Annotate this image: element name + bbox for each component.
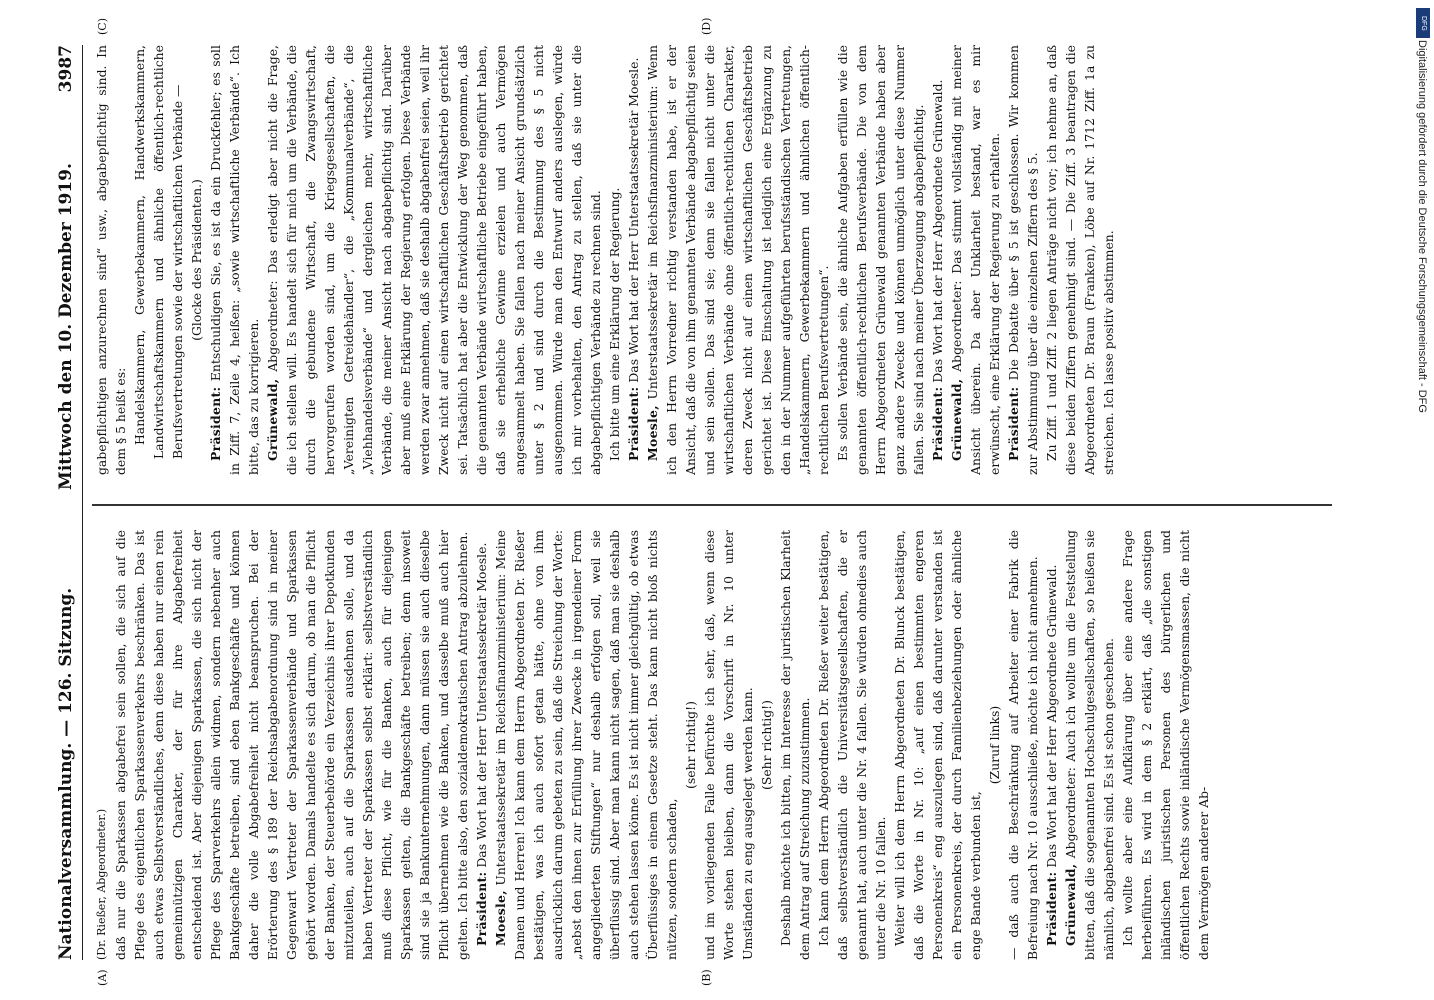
speaker-name: Präsident: (626, 386, 641, 461)
paragraph: Ich wollte aber eine Aufklärung über eine andere Frage herbeiführen. Es wird in dem § 2 erklärt, daß „die sonstigen inländischen juristischen Personen des bürgerlichen und öffentlichen Rechts sowie inländische Vermögensmassen, die nicht dem Vermögen anderer Ab- (1120, 530, 1211, 960)
digitization-note: Digitalisierung gefördert durch die Deutsche Forschungsgemeinschaft - DFG (1416, 40, 1428, 413)
speaker-name: Präsident: (1044, 871, 1059, 946)
paragraph: Grünewald, Abgeordneter: Auch ich wollte um die Feststellung bitten, daß die sogenannten Hochschulgesellschaften, so heißen sie nämlich, abgabenfrei sind. Es ist schon geschehen. (1063, 530, 1116, 960)
paragraph: Ich bitte um eine Erklärung der Regierung. (607, 187, 622, 461)
speaker-name: Präsident: (208, 386, 223, 461)
header-left: Nationalversammlung. — 126. Sitzung. (56, 587, 76, 960)
interjection: (Sehr richtig!) (759, 700, 774, 790)
paragraph: Präsident: Das Wort hat der Herr Unterstaatssekretär Moesle. (626, 57, 641, 461)
speaker-name: Moesle, (645, 405, 660, 461)
speaker-name: Grünewald, (265, 378, 280, 461)
speaker-name: Präsident: (930, 386, 945, 461)
text-column-right (92, 45, 1342, 475)
speaker-name: Grünewald, (1063, 863, 1078, 946)
page-number: 3987 (56, 45, 76, 93)
paragraph: Präsident: Das Wort hat der Herr Abgeordnete Grünewald. (930, 79, 945, 461)
paragraph: Deshalb möchte ich bitten, im Interesse der juristischen Klarheit dem Antrag auf Streichung zuzustimmen. (778, 530, 812, 960)
header-date: Mittwoch den 10. Dezember 1919. (56, 163, 76, 490)
paragraph: Grünewald, Abgeordneter: Das stimmt vollständig mit meiner Ansicht überein. Da aber Unklarheit bestand, war es mir erwünscht, eine Erklärung der Regierung zu erhalten. (949, 45, 1002, 475)
speaker-name: Grünewald, (949, 378, 964, 461)
paragraph: — daß auch die Beschränkung auf Arbeiter einer Fabrik die Befreiung nach Nr. 10 ausschließe, möchte ich nicht annehmen. (1006, 530, 1040, 960)
column-divider (92, 505, 1332, 507)
paragraph: Grünewald, Abgeordneter: Das erledigt aber nicht die Frage, die ich stellen will. Es handelt sich für mich um die Verbände, die durch die gebundene Wirtschaft, die Zwangswirtschaft, hervorgerufen worden sind, um die Kriegsgesellschaften, die „Vereinigten Getreidehändler“, die „Kommunalverbände“, die „Viehhandelsverbände“ und dergleichen mehr, wirtschaftliche Verbände, die meiner Ansicht nach abgabepflichtig sind. Darüber aber muß eine Erklärung der Regierung erfolgen. Diese Verbände werden zwar annehmen, daß sie deshalb abgabenfrei seien, weil ihr Zweck nicht auf einen wirtschaftlichen Geschäftsbetrieb gerichtet sei. Tatsächlich hat aber die Entwicklung der Weg genommen, daß die genannten Verbände wirtschaftliche Betriebe eingeführt haben, daß sie erhebliche Gewinne erzielen und auch Vermögen angesammelt haben. Sie fallen nach meiner Ansicht grundsätzlich unter § 2 und sind durch die Bestimmung des § 5 nicht ausgenommen. Würde man den Entwurf anders auslegen, würde ich mir vorbehalten, den Antrag zu stellen, daß sie unter die abgabepflichtigen Verbände zu rechnen sind. (265, 45, 603, 475)
interjection: (Zuruf links) (987, 705, 1002, 785)
paragraph: Es sollen Verbände sein, die ähnliche Aufgaben erfüllen wie die genannten öffentlich-rechtlichen Berufsverbände. Die von dem Herrn Abgeordneten Grünewald genannten Verbände haben aber ganz andere Zwecke und können unmöglich unter diese Nummer fallen. Sie sind nach meiner Überzeugung abgabepflichtig. (835, 45, 926, 475)
paragraph: Präsident: Das Wort hat der Herr Abgeordnete Grünewald. (1044, 564, 1059, 946)
paragraph: Ich kann dem Herrn Abgeordneten Dr. Rießer weiter bestätigen, daß selbstverständlich die Universitätsgesellschaften, die er genannt hat, auch unter die Nr. 4 fallen. Sie würden ohnedies auch unter die Nr. 10 fallen. (816, 530, 888, 960)
speaker-name: Präsident: (1006, 386, 1021, 461)
dfg-logo: DFG (1416, 8, 1430, 38)
paragraph: Moesle, Unterstaatssekretär im Reichsfinanzministerium: Wenn ich den Herrn Vorredner richtig verstanden habe, ist er der Ansicht, daß die von ihm genannten Verbände abgabepflichtig seien und sein sollen. Das sind sie; denn sie fallen nicht unter die wirtschaftlichen Verbände ohne öffentlich-rechtlichen Charakter, deren Zweck nicht auf einen wirtschaftlichen Geschäftsbetrieb gerichtet ist. Diese Einschaltung ist lediglich eine Ergänzung zu den in der Nummer aufgeführten berufsständischen Vertretungen, „Handelskammern, Gewerbekammern und ähnlichen öffentlich-rechtlichen Berufsvertretungen“. (645, 45, 831, 475)
paragraph: daß nur die Sparkassen abgabefrei sein sollen, die sich auf die Pflege des eigentlichen Sparkassenverkehrs beschränken. Das ist auch etwas Selbstverständliches, denn diese haben nur einen rein gemeinnützigen Charakter, der für ihre Abgabefreiheit entscheidend ist. Aber diejenigen Sparkassen, die sich nicht der Pflege des Sparverkehrs allein widmen, sondern nebenher auch Bankgeschäfte betreiben, sind eben Bankgeschäfte und können daher die volle Abgabefreiheit nicht beanspruchen. Bei der Erörterung des § 189 der Reichsabgabenordnung sind in meiner Gegenwart Vertreter der Sparkassenverbände und Sparkassen gehört worden. Damals handelte es sich darum, ob man die Pflicht der Banken, der Steuerbehörde ein Verzeichnis ihrer Depotkunden mitzuteilen, auch auf die Sparkassen ausdehnen solle, und da haben Vertreter der Sparkassen selbst erklärt: selbstverständlich muß diese Pflicht, wie für die Banken, auch für diejenigen Sparkassen gelten, die Bankgeschäfte betreiben; denn insoweit sind sie ja Bankunternehmungen, dann müssen sie auch dieselbe Pflicht übernehmen wie die Banken, und dasselbe muß auch hier gelten. Ich bitte also, den sozialdemokratischen Antrag abzulehnen. (113, 530, 470, 960)
page-header (52, 45, 83, 960)
text-column-left (92, 530, 1342, 960)
margin-mark-a: (A) (96, 969, 109, 986)
speaker-name: Moesle, (493, 890, 508, 946)
paragraph: Präsident: Entschuldigen Sie, es ist da ein Druckfehler; es soll in Ziff. 7, Zeile 4, heißen: „sowie wirtschaftliche Verbände“. Ich bitte, das zu korrigieren. (208, 45, 261, 475)
paragraph: gabepflichtigen anzurechnen sind“ usw., abgabepflichtig sind. In dem § 5 heißt es: (94, 45, 128, 475)
paragraph: Zu Ziff. 1 und Ziff. 2 liegen Anträge nicht vor; ich nehme an, daß diese beiden Ziffern genehmigt sind. — Die Ziff. 3 beantragen die Abgeordneten Dr. Braun (Franken), Löbe auf Nr. 1712 Ziff. 1a zu streichen. Ich lasse positiv abstimmen. (1044, 45, 1116, 475)
quotation: Handelskammern, Gewerbekammern, Handwerkskammern, Landwirtschaftskammern und ähnliche öffentlich-rechtliche Berufsvertretungen sowie der wirtschaftlichen Verbände — (132, 45, 185, 459)
paragraph: Präsident: Das Wort hat der Herr Unterstaatssekretär Moesle. (474, 542, 489, 946)
interjection: (Glocke des Präsidenten.) (189, 179, 204, 341)
paragraph: Präsident: Die Debatte über § 5 ist geschlossen. Wir kommen zur Abstimmung über die einzelnen Ziffern des § 5. (1006, 45, 1040, 475)
paragraph: Moesle, Unterstaatssekretär im Reichsfinanzministerium: Meine Damen und Herren! Ich kann dem Herrn Abgeordneten Dr. Rießer bestätigen, was ich auch sofort getan hätte, ohne von ihm ausdrücklich darum gebeten zu sein, daß die Streichung der Worte: „nebst den ihnen zur Erfüllung ihrer Zwecke in irgendeiner Form angegliederten Stiftungen“ nur deshalb erfolgen soll, weil sie überflüssig sind. Aber man kann nicht sagen, daß man sie deshalb auch stehen lassen könne. Es ist nicht immer gleichgültig, ob etwas Überflüssiges in einem Gesetze steht. Das kann nicht bloß nichts nützen, sondern schaden, (493, 530, 679, 960)
speaker-name: Präsident: (474, 871, 489, 946)
margin-mark-b: (B) (700, 969, 713, 986)
speaker-heading: (Dr. Rießer, Abgeordneter.) (95, 808, 108, 960)
interjection: (sehr richtig!) (683, 701, 698, 789)
margin-mark-d: (D) (700, 17, 713, 35)
paragraph: Weiter will ich dem Herrn Abgeordneten Dr. Blunck bestätigen, daß die Worte in Nr. 10: „auf einen bestimmten engeren Personenkreis“ eng auszulegen sind, daß darunter verstanden ist ein Personenkreis, der durch Familienbeziehungen oder ähnliche enge Bande verbunden ist, (892, 530, 983, 960)
margin-mark-c: (C) (96, 18, 109, 35)
paragraph: und im vorliegenden Falle befürchte ich sehr, daß, wenn diese Worte stehen bleiben, dann die Vorschrift in Nr. 10 unter Umständen zu eng ausgelegt werden kann. (702, 530, 755, 960)
